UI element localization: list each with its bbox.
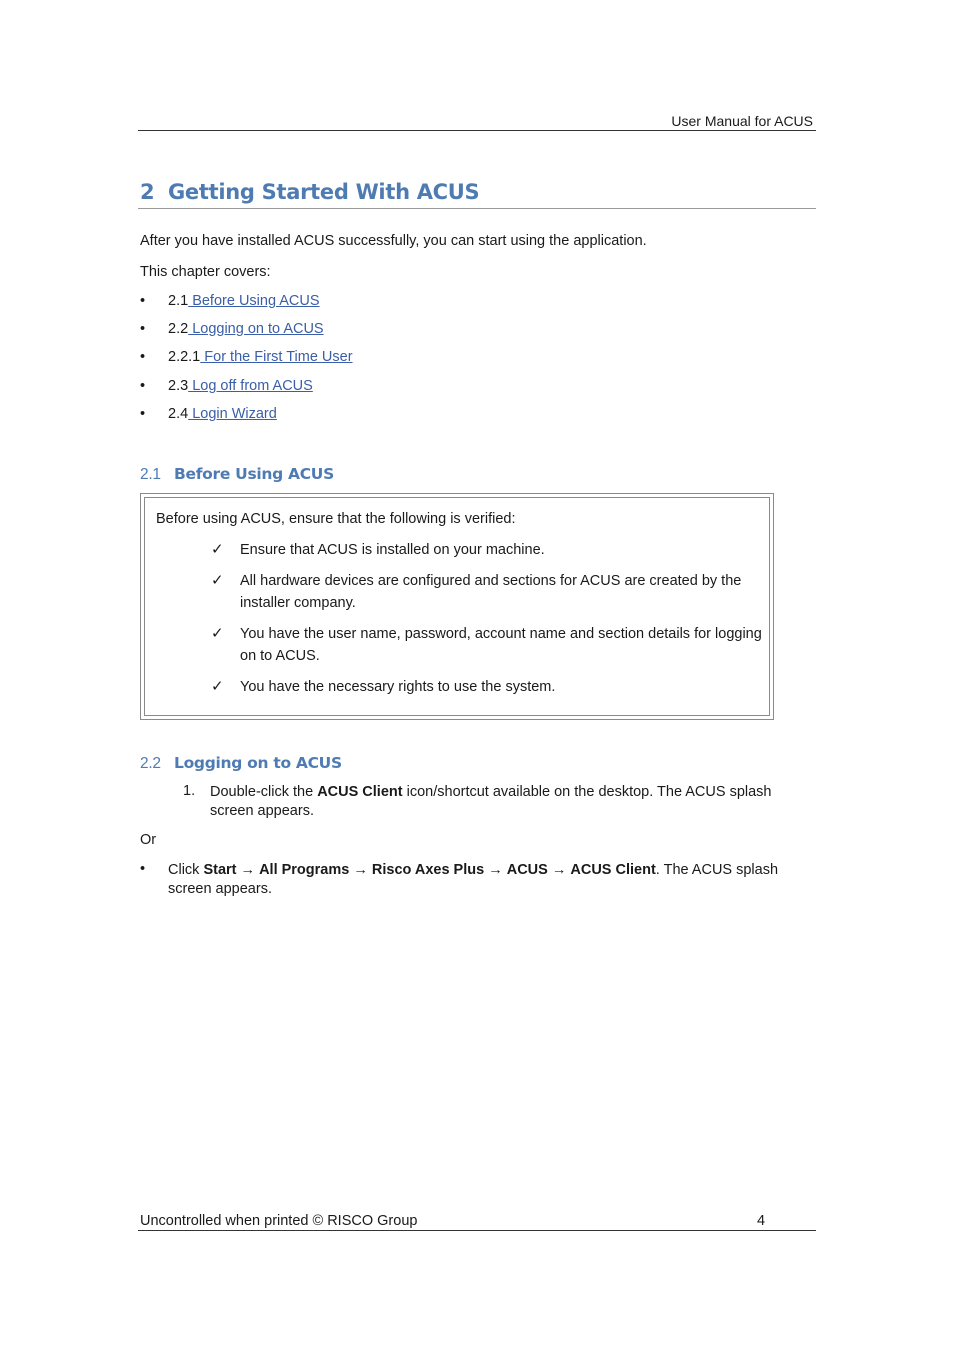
- toc-number: 2.3: [168, 378, 189, 394]
- section-number: 2.1: [140, 466, 161, 483]
- menu-risco-axes-plus: Risco Axes Plus: [371, 862, 485, 878]
- step-number: 1.: [183, 783, 196, 799]
- section-number: 2.2: [140, 755, 161, 772]
- running-header: User Manual for ACUS: [671, 113, 813, 129]
- chapter-covers-label: This chapter covers:: [140, 264, 271, 280]
- toc-item: [140, 378, 313, 394]
- alt-post: . The ACUS splash screen appears.: [168, 862, 779, 897]
- footer-text: Uncontrolled when printed © RISCO Group: [140, 1213, 418, 1229]
- checkmark-icon: ✓: [211, 625, 224, 642]
- toc-item: [140, 321, 324, 337]
- alt-pre: Click: [168, 862, 204, 878]
- toc-link-log-off[interactable]: Log off from ACUS: [188, 378, 313, 394]
- toc-number: 2.2.1: [168, 349, 201, 365]
- arrow-icon: →: [484, 862, 507, 878]
- toc-number: 2.2: [168, 321, 189, 337]
- step-text-pre: Double-click the: [210, 784, 318, 800]
- section-title: Before Using ACUS: [174, 465, 334, 483]
- bullet-icon: •: [140, 378, 146, 394]
- intro-paragraph: After you have installed ACUS successfully, you can start using the application.: [140, 233, 647, 249]
- menu-acus-client: ACUS Client: [570, 862, 656, 878]
- bullet-icon: •: [140, 861, 146, 877]
- section-heading-before-using: [140, 465, 334, 484]
- page-number: 4: [757, 1213, 766, 1229]
- toc-link-before-using[interactable]: Before Using ACUS: [188, 293, 320, 309]
- checkmark-icon: ✓: [211, 541, 224, 558]
- toc-link-first-time-user[interactable]: For the First Time User: [200, 349, 353, 365]
- chapter-rule: [138, 208, 816, 209]
- bullet-icon: •: [140, 406, 146, 422]
- section-heading-logging-on: [140, 754, 342, 773]
- toc-item: [140, 293, 320, 309]
- toc-number: 2.4: [168, 406, 189, 422]
- chapter-number: 2: [140, 180, 155, 204]
- header-rule: [138, 130, 816, 131]
- toc-item: [140, 406, 277, 422]
- chapter-title: Getting Started With ACUS: [168, 180, 480, 204]
- step-text-post: icon/shortcut available on the desktop. The ACUS splash screen appears.: [210, 784, 772, 819]
- bullet-icon: •: [140, 321, 146, 337]
- menu-acus: ACUS: [506, 862, 548, 878]
- check-item: All hardware devices are configured and sections for ACUS are created by the installer company.: [240, 573, 742, 611]
- checkmark-icon: ✓: [211, 678, 224, 695]
- bullet-icon: •: [140, 349, 146, 365]
- toc-link-logging-on[interactable]: Logging on to ACUS: [188, 321, 324, 337]
- checkmark-icon: ✓: [211, 572, 224, 589]
- menu-start: Start: [203, 862, 237, 878]
- check-item: Ensure that ACUS is installed on your machine.: [240, 542, 545, 558]
- section-title: Logging on to ACUS: [174, 754, 342, 772]
- toc-item: [140, 349, 353, 365]
- toc-number: 2.1: [168, 293, 189, 309]
- bullet-icon: •: [140, 293, 146, 309]
- menu-all-programs: All Programs: [259, 862, 350, 878]
- box-intro: Before using ACUS, ensure that the following is verified:: [156, 511, 516, 527]
- check-item: You have the user name, password, account name and section details for logging on to ACUS.: [240, 626, 762, 664]
- check-item: You have the necessary rights to use the system.: [240, 679, 556, 695]
- step-text-bold: ACUS Client: [317, 784, 403, 800]
- arrow-icon: →: [349, 862, 372, 878]
- alt-step-text: [168, 861, 788, 899]
- arrow-icon: →: [236, 862, 260, 878]
- toc-link-login-wizard[interactable]: Login Wizard: [188, 406, 277, 422]
- chapter-heading: [140, 180, 479, 204]
- or-text: Or: [140, 832, 157, 848]
- step-text: [210, 783, 780, 821]
- footer-rule: [138, 1230, 816, 1231]
- arrow-icon: →: [547, 862, 571, 878]
